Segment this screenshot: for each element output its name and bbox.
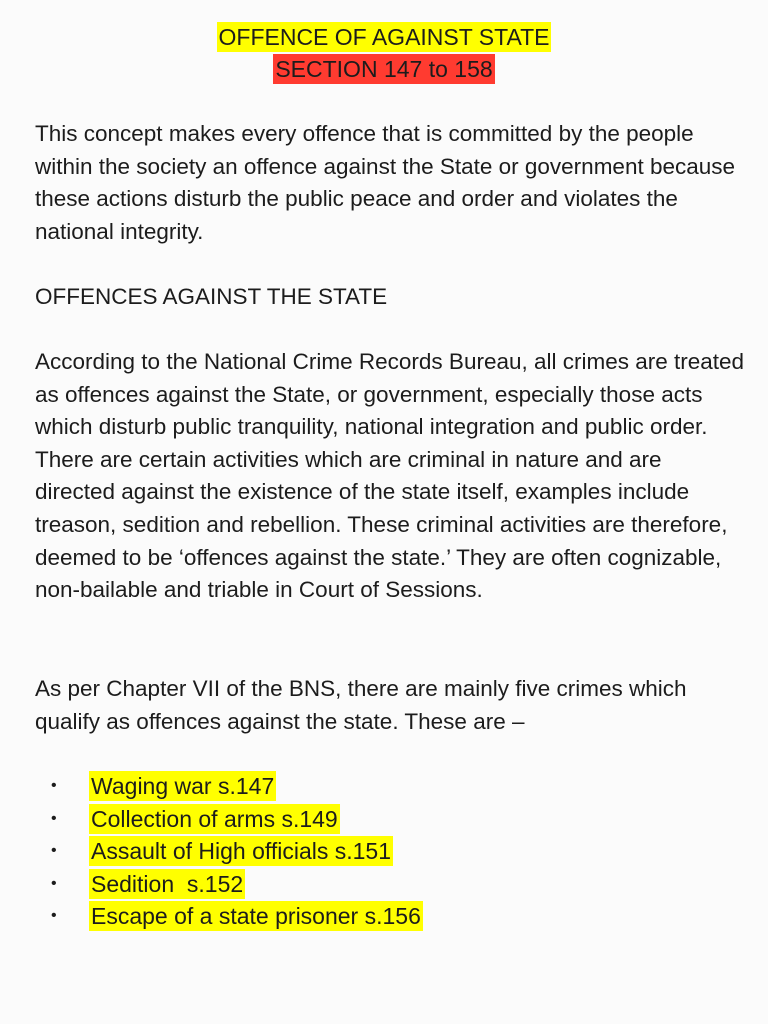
- section-range-title: SECTION 147 to 158: [275, 56, 493, 82]
- bullet-icon: •: [51, 842, 57, 860]
- bullet-icon: •: [51, 874, 57, 892]
- bullet-icon: •: [51, 777, 57, 794]
- intro-paragraph: This concept makes every offence that is committed by the people within the society an offence against the State or government because these actions disturb the public peace and order and violates the national integrity.: [35, 121, 736, 244]
- list-item: [0, 770, 768, 803]
- title-block: [0, 21, 768, 85]
- crime-item-text: Waging war s.147: [91, 773, 275, 799]
- crime-list: [0, 770, 768, 933]
- bullet-icon: •: [51, 907, 57, 925]
- section-heading: OFFENCES AGAINST THE STATE: [35, 284, 388, 309]
- chapter-paragraph: As per Chapter VII of the BNS, there are mainly five crimes which qualify as offences against the state. These are –: [35, 676, 687, 734]
- list-item: [0, 803, 768, 836]
- bullet-icon: •: [51, 809, 57, 827]
- document-title: OFFENCE OF AGAINST STATE: [218, 24, 550, 50]
- list-item: [0, 868, 768, 901]
- crime-item-text: Escape of a state prisoner s.156: [91, 903, 421, 930]
- ncrb-paragraph: According to the National Crime Records Bureau, all crimes are treated as offences against the State, or government, especially those acts which disturb public tranquility, national integration and public order. There are certain activities which are criminal in nature and are directed against the existence of the state itself, examples include treason, sedition and rebellion. These criminal activities are therefore, deemed to be ‘offences against the state.’ They are often cognizable, non-bailable and triable in Court of Sessions.: [35, 349, 745, 603]
- list-item: [0, 900, 768, 933]
- crime-item-text: Collection of arms s.149: [91, 805, 338, 832]
- list-item: [0, 835, 768, 868]
- crime-item-text: Assault of High officials s.151: [91, 838, 392, 865]
- crime-item-text: Sedition s.152: [91, 870, 244, 897]
